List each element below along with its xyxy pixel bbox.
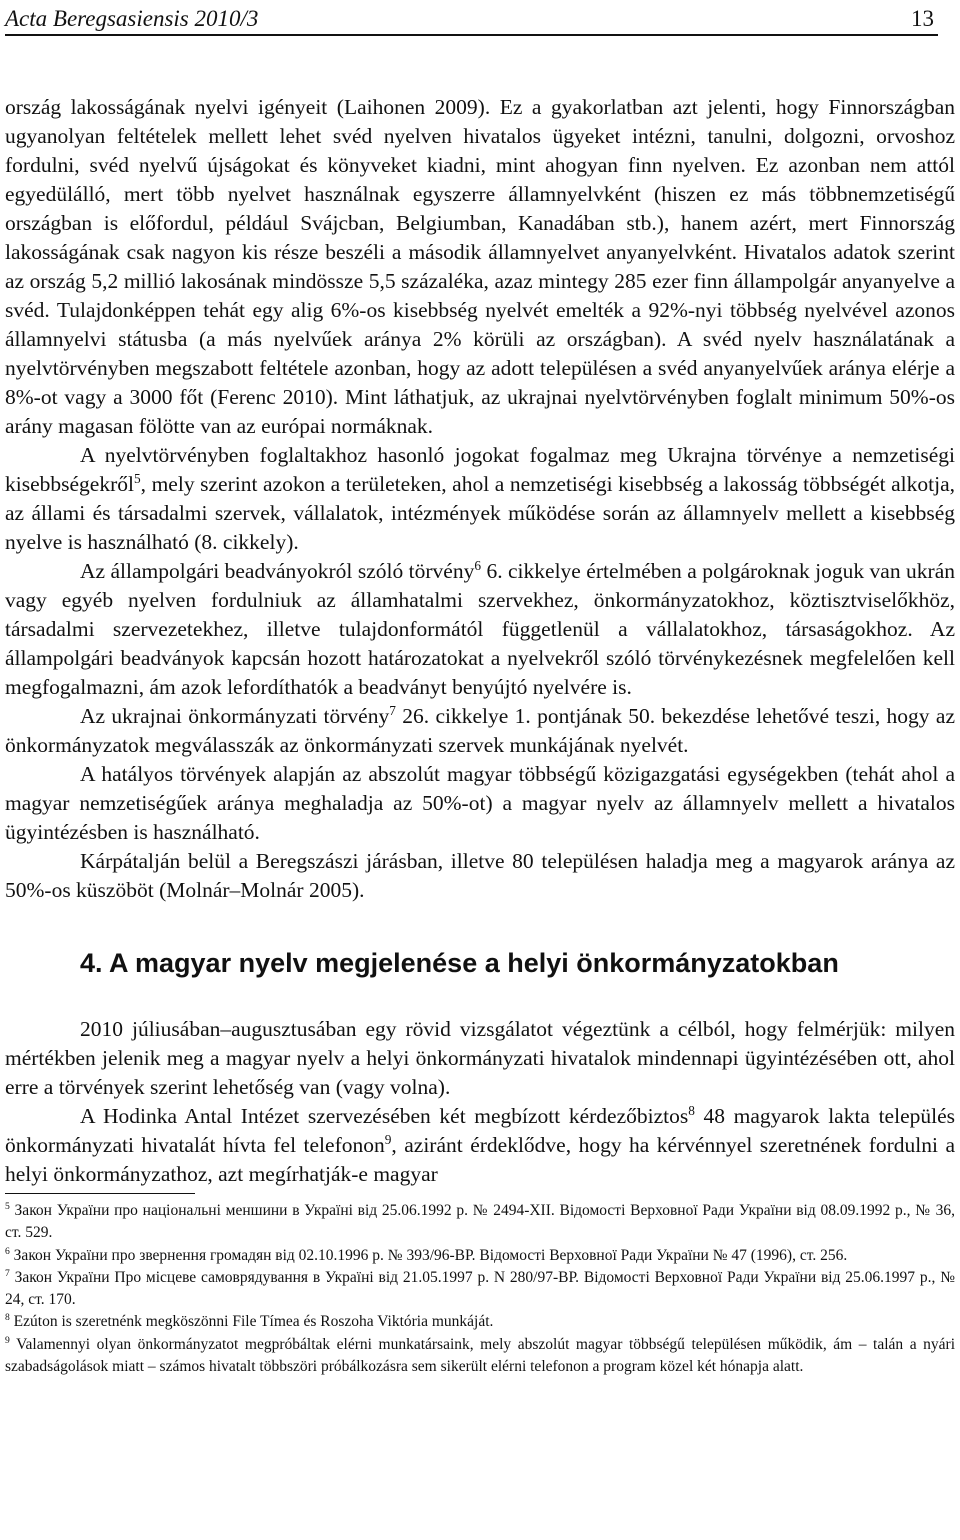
footnote-ref-7: 7 — [389, 702, 396, 718]
footnotes — [5, 1193, 955, 1378]
paragraph-3-text-cont: 6. cikkelye értelmében a polgároknak joguk van ukrán vagy egyéb nyelven fordulniuk az államhatalmi szervekhez, önkormányzatokhoz, köztisztviselőkhöz, társadalmi szervezetekhez, illetve tulajdonformától függetlenül a vállalatokhoz, társaságokhoz. Az állampolgári beadványok kapcsán hozott határozatokat a nyelvekről szóló törvénykezésnek megfelelően kell megfogalmazni, ám azok lefordíthatók a beadványt benyújtó nyelvére is. — [5, 559, 955, 699]
footnote-number: 5 — [5, 1200, 10, 1212]
footnote-separator — [5, 1193, 195, 1194]
paragraph-4 — [5, 702, 955, 760]
footnote-number: 8 — [5, 1312, 10, 1324]
paragraph-2-text: A nyelvtörvényben foglaltakhoz hasonló jogokat fogalmaz meg Ukrajna törvénye a nemzetiségi kisebbségekről — [5, 443, 955, 496]
paragraph-1: ország lakosságának nyelvi igényeit (Laihonen 2009). Ez a gyakorlatban azt jelenti, hogy Finnországban ugyanolyan feltételek mellett lehet svéd nyelven hivatalos ügyeket intézni, tanulni, dolgozni, orvoshoz fordulni, svéd nyelvű újságokat és könyveket kiadni, mint ahogyan finn nyelven. Ez azonban nem attól egyedülálló, mert több nyelvet használnak egyszerre államnyelvként (hiszen ez más többnemzetiségű országban is előfordul, például Svájcban, Belgiumban, Kanadában stb.), hanem azért, mert Finnország lakosságának csak nagyon kis része beszéli a második államnyelvet anyanyelvként. Hivatalos adatok szerint az ország 5,2 millió lakosának mindössze 5,5 százaléka, azaz mintegy 285 ezer finn állampolgár anyanyelve a svéd. Tulajdonképpen tehát egy alig 6%-os kisebbség nyelvét emelték a 92%-nyi többség nyelvével azonos államnyelvi státusba (a más nyelvűek aránya 2% körüli az országban). A svéd nyelv használatának a nyelvtörvényben megszabott feltétele azonban, hogy az adott településen a svéd anyanyelvűek aránya elérje a 8%-ot vagy a 3000 főt (Ferenc 2010). Mint láthatjuk, az ukrajnai nyelvtörvényben foglalt minimum 50%-os arány magasan fölötte van az európai normáknak. — [5, 95, 955, 438]
paragraph-4-text-cont: 26. cikkelye 1. pontjának 50. bekezdése lehetővé teszi, hogy az önkormányzatok megválasszák az önkormányzati szervek munkájának nyelvét. — [5, 704, 955, 757]
footnote-ref-8: 8 — [688, 1102, 695, 1118]
section-paragraph-2-text-mid: 48 magyarok lakta település önkormányzati hivatalát hívta fel telefonon — [5, 1104, 955, 1157]
footnote-7 — [5, 1267, 955, 1312]
paragraph-2 — [5, 441, 955, 557]
section-paragraph-2 — [5, 1102, 955, 1189]
footnote-text: Ezúton is szeretnénk megköszönni File Tímea és Roszoha Viktória munkáját. — [13, 1313, 494, 1331]
footnote-number: 6 — [5, 1245, 10, 1257]
footnote-ref-5: 5 — [133, 470, 141, 486]
footnote-text: Valamennyi olyan önkormányzatot megpróbáltak elérni munkatársaink, mely abszolút magyar többségű településen működik, ám – talán a nyári szabadságolások miatt – számos hivatalt többszöri próbálkozásra sem sikerült elérni telefonon a program közel két hónapja alatt. — [5, 1335, 955, 1376]
footnote-9 — [5, 1334, 955, 1379]
paragraph-3-text: Az állampolgári beadványokról szóló törvény — [80, 559, 475, 583]
paragraph-2-text-cont: , mely szerint azokon a területeken, ahol a nemzetiségi kisebbség a lakosság többségét alkotja, az állami és társadalmi szervek, vállalatok, intézmények működése során az államnyelv mellett a kisebbség nyelve is használható (8. cikkely). — [5, 472, 955, 554]
section-paragraph-2-text: A Hodinka Antal Intézet szervezésében két megbízott kérdezőbiztos — [80, 1104, 689, 1128]
footnote-number: 9 — [5, 1334, 10, 1346]
footnote-text: Закон України про національні меншини в Україні від 25.06.1992 р. № 2494-XII. Відомості Верховної Ради України від 08.09.1992 р., № 36, ст. 529. — [5, 1202, 955, 1242]
footnote-text: Закон України Про місцеве самоврядування в Україні від 21.05.1997 р. N 280/97-ВР. Відомості Верховної Ради України від 25.06.1997 р., № 24, ст. 170. — [5, 1268, 955, 1309]
paragraph-5: A hatályos törvények alapján az abszolút magyar többségű közigazgatási egységekben (tehát ahol a magyar nemzetiségűek aránya meghaladja az 50%-ot) a magyar nyelv az államnyelv mellett a hivatalos ügyintézésben is használható. — [5, 762, 955, 844]
footnote-6 — [5, 1245, 955, 1267]
paragraph-4-text: Az ukrajnai önkormányzati törvény — [80, 704, 390, 728]
paragraph-3 — [5, 557, 955, 702]
page-number: 13 — [911, 6, 934, 31]
footnote-number: 7 — [5, 1267, 10, 1279]
running-header — [5, 0, 938, 36]
footnote-ref-9: 9 — [384, 1131, 392, 1147]
section-paragraph-1: 2010 júliusában–augusztusában egy rövid vizsgálatot végeztünk a célból, hogy felmérjük: milyen mértékben jelenik meg a magyar nyelv a helyi önkormányzati hivatalok mindennapi ügyintézésében ott, ahol erre a törvények szerint lehetőség van (vagy volna). — [5, 1017, 955, 1099]
footnote-text: Закон України про звернення громадян від 02.10.1996 р. № 393/96-ВР. Відомості Верховної Ради України № 47 (1996), ст. 256. — [13, 1246, 848, 1264]
section-heading: 4. A magyar nyelv megjelenése a helyi önkormányzatokban — [80, 948, 839, 978]
footnote-ref-6: 6 — [474, 557, 481, 573]
journal-title: Acta Beregsasiensis 2010/3 — [5, 6, 259, 31]
footnote-5 — [5, 1200, 955, 1245]
section-paragraph-2-text-cont: , aziránt érdeklődve, hogy ha kérvénnyel szeretnének fordulni a helyi önkormányzathoz, azt megírhatják-e magyar — [5, 1133, 955, 1186]
footnote-8 — [5, 1311, 955, 1333]
body-text — [5, 93, 955, 1378]
paragraph-6: Kárpátalján belül a Beregszászi járásban, illetve 80 településen haladja meg a magyarok aránya az 50%-os küszöböt (Molnár–Molnár 2005). — [5, 849, 955, 902]
